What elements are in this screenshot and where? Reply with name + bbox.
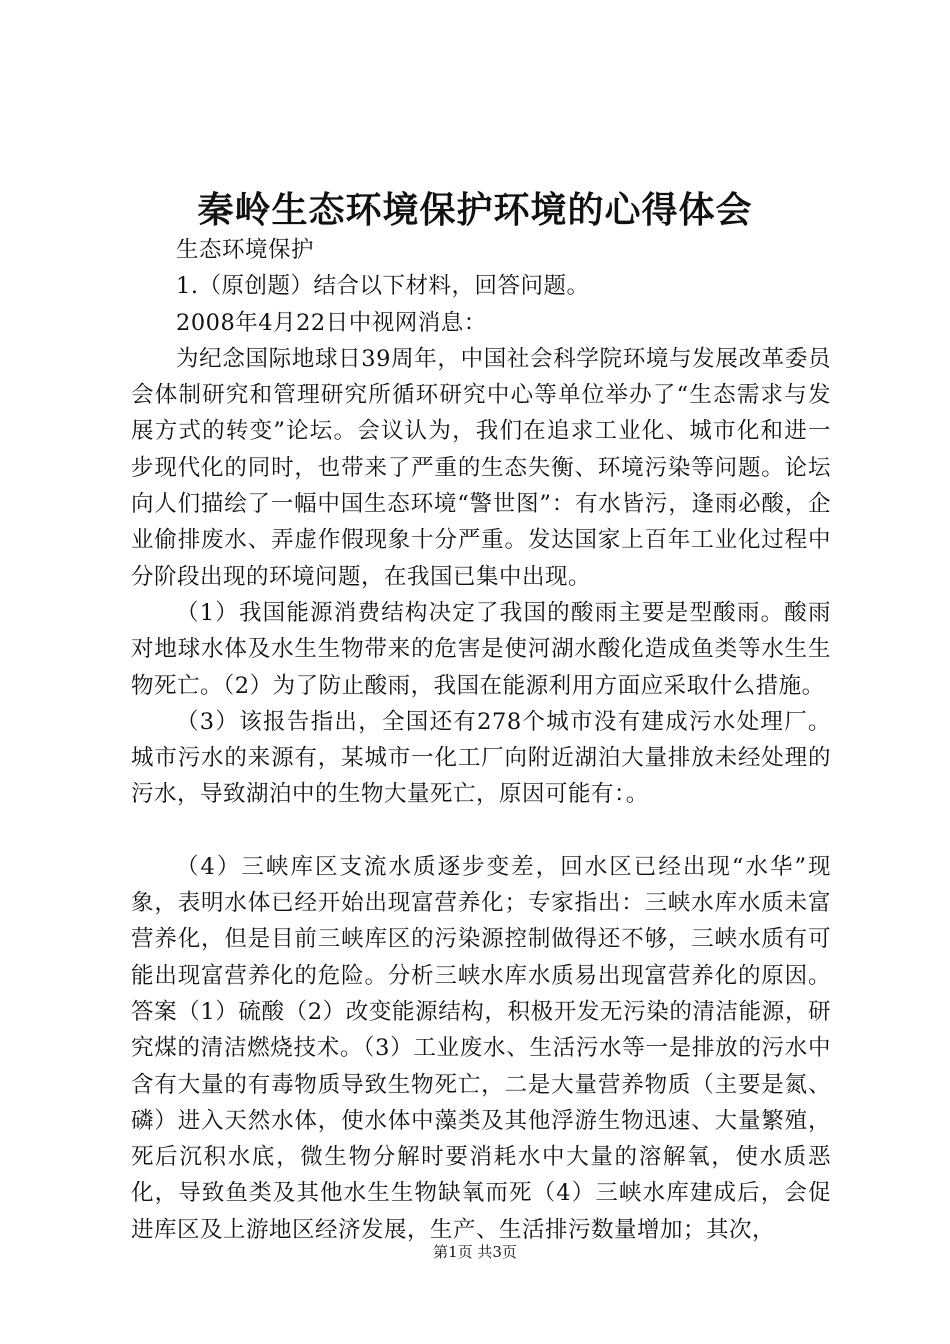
paragraph-material: 为纪念国际地球日39周年，中国社会科学院环境与发展改革委员会体制研究和管理研究所循环研究中心等单位举办了“生态需求与发展方式的转变”论坛。会议认为，我们在追求工业化、城市化和进一步现代化的同时，也带来了严重的生态失衡、环境污染等问题。论坛向人们描绘了一幅中国生态环境“警世图”：有水皆污，逢雨必酸，企业偷排废水、弄虚作假现象十分严重。发达国家上百年工业化过程中分阶段出现的环境问题，在我国已集中出现。 <box>131 345 831 590</box>
page-footer: 第1页 共3页 <box>433 1243 517 1261</box>
paragraph-question-3: （3）该报告指出，全国还有278个城市没有建成污水处理厂。城市污水的来源有，某城市一化工厂向附近湖泊大量排放未经处理的污水，导致湖泊中的生物大量死亡，原因可能有：。 <box>131 708 831 808</box>
paragraph-question-4-answer: （4）三峡库区支流水质逐步变差，回水区已经出现“水华”现象，表明水体已经开始出现富营养化；专家指出：三峡水库水质未富营养化，但是目前三峡库区的污染源控制做得还不够，三峡水质有可能出现富营养化的危险。分析三峡水库水质易出现富营养化的原因。答案（1）硫酸（2）改变能源结构，积极开发无污染的清洁能源，研究煤的清洁燃烧技术。（3）工业废水、生活污水等一是排放的污水中含有大量的有毒物质导致生物死亡，二是大量营养物质（主要是氮、磷）进入天然水体，使水体中藻类及其他浮游生物迅速、大量繁殖，死后沉积水底，微生物分解时要消耗水中大量的溶解氧，使水质恶化，导致鱼类及其他水生生物缺氧而死（4）三峡水库建成后，会促进库区及上游地区经济发展，生产、生活排污数量增加；其次， <box>131 853 831 1243</box>
paragraph-question-1-2: （1）我国能源消费结构决定了我国的酸雨主要是型酸雨。酸雨对地球水体及水生生物带来的危害是使河湖水酸化造成鱼类等水生生物死亡。（2）为了防止酸雨，我国在能源利用方面应采取什么措施。 <box>131 599 831 699</box>
paragraph-question: 1.（原创题）结合以下材料，回答问题。 <box>176 273 590 300</box>
document-body <box>131 232 831 1248</box>
paragraph-heading: 生态环境保护 <box>176 237 315 263</box>
document-title: 秦岭生态环境保护环境的心得体会 <box>197 189 753 231</box>
paragraph-news-date: 2008年4月22日中视网消息： <box>176 309 487 336</box>
